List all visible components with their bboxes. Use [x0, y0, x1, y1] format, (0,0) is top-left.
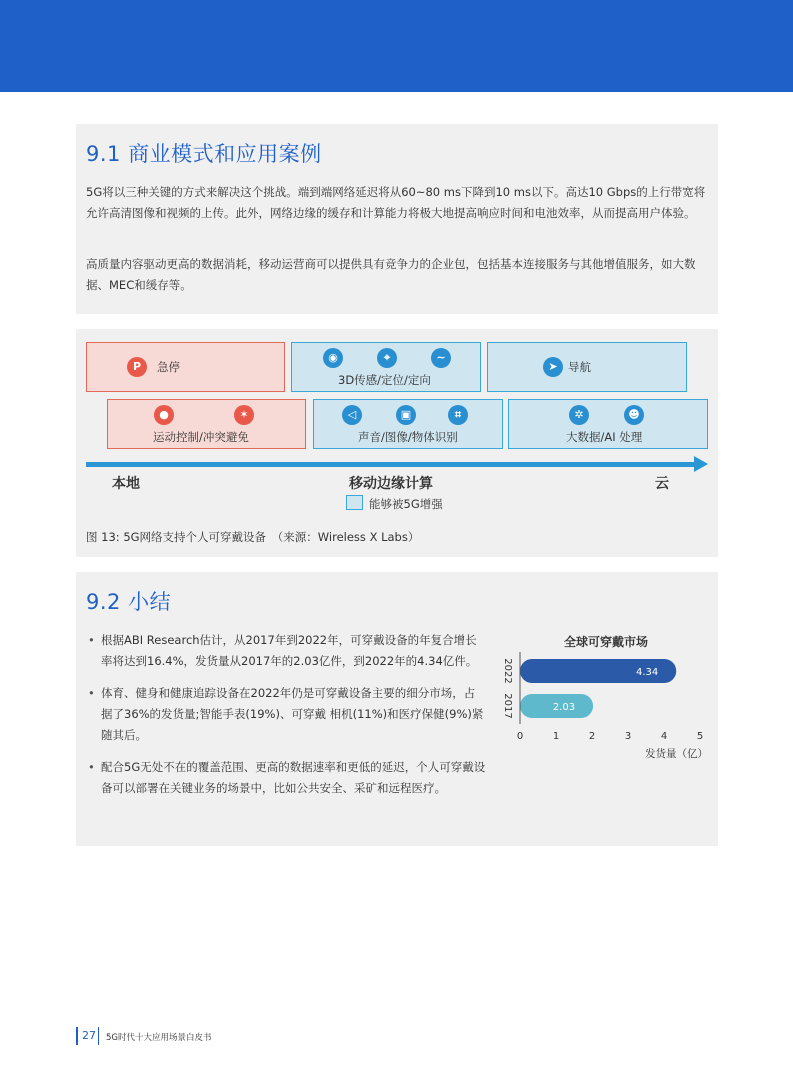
- header-bar: [0, 0, 793, 92]
- network-icon: ✲: [569, 405, 589, 425]
- box-label: 3D传感/定位/定向: [338, 373, 431, 387]
- figure-caption: 图 13: 5G网络支持个人可穿戴设备 （来源：Wireless X Labs）: [86, 530, 420, 544]
- arrow-line: [86, 462, 696, 467]
- image-icon: ▣: [396, 405, 416, 425]
- box-label: 运动控制/冲突避免: [153, 430, 249, 444]
- sensor-icon: ◉: [323, 348, 343, 368]
- collision-icon: ✶: [234, 405, 254, 425]
- footer-title: 5G时代十大应用场景白皮书: [106, 1033, 212, 1043]
- orientation-icon: ~: [431, 348, 451, 368]
- box-emergency-stop: [86, 342, 285, 392]
- list-item: • 配合5G无处不在的覆盖范围、更高的数据速率和更低的延迟，个人可穿戴设备可以部署在关键业务的场景中，比如公共安全、采矿和远程医疗。: [86, 757, 486, 799]
- wearable-market-chart: [496, 628, 716, 828]
- box-motion-control: [107, 399, 306, 449]
- box-navigation: [487, 342, 687, 392]
- toggle-icon: ●: [154, 405, 174, 425]
- box-label: 大数据/AI 处理: [566, 430, 643, 444]
- chart-title: 全球可穿戴市场: [563, 635, 649, 649]
- x-tick-label: 5: [696, 731, 704, 742]
- x-tick-label: 1: [552, 731, 560, 742]
- x-tick-label: 3: [624, 731, 632, 742]
- box-recognition: [313, 399, 503, 449]
- box-label: 导航: [568, 360, 591, 374]
- section-9-2-panel: [76, 572, 718, 846]
- axis-label-local: 本地: [112, 476, 140, 492]
- box-label: 声音/图像/物体识别: [358, 430, 458, 444]
- arrow-head-icon: [694, 456, 708, 472]
- x-axis-label: 发货量（亿）: [645, 748, 708, 760]
- sound-icon: ◁: [342, 405, 362, 425]
- scan-icon: ⌗: [448, 405, 468, 425]
- list-item: • 根据ABI Research估计，从2017年到2022年，可穿戴设备的年复合增长率将达到16.4%，发货量从2017年的2.03亿件，到2022年的4.34亿件。: [86, 630, 486, 672]
- legend-text: 能够被5G增强: [369, 497, 443, 511]
- section-9-1-panel: [76, 124, 718, 314]
- ai-head-icon: ☻: [624, 405, 644, 425]
- location-icon: ⌖: [377, 348, 397, 368]
- legend-swatch: [346, 495, 363, 510]
- section-9-1-title: 9.1 商业模式和应用案例: [86, 142, 322, 166]
- navigation-icon: ➤: [543, 357, 563, 377]
- box-bigdata-ai: [508, 399, 708, 449]
- x-tick-label: 2: [588, 731, 596, 742]
- x-tick-label: 0: [516, 731, 524, 742]
- category-label: 2017: [502, 693, 513, 719]
- axis-label-mec: 移动边缘计算: [349, 476, 433, 492]
- summary-list: [86, 630, 486, 810]
- data-label: 4.34: [635, 667, 659, 678]
- category-label: 2022: [502, 658, 513, 684]
- x-tick-label: 4: [660, 731, 668, 742]
- paragraph-1: 5G将以三种关键的方式来解决这个挑战。端到端网络延迟将从60~80 ms下降到10 ms以下。高达10 Gbps的上行带宽将允许高清图像和视频的上传。此外，网络边缘的缓存和计算能力将极大地提高响应时间和电池效率，从而提高用户体验。: [86, 185, 706, 220]
- paragraph-2: 高质量内容驱动更高的数据消耗，移动运营商可以提供具有竞争力的企业包，包括基本连接服务与其他增值服务，如大数据、MEC和缓存等。: [86, 257, 696, 292]
- stop-icon: P: [127, 357, 147, 377]
- footer-divider: [98, 1027, 99, 1045]
- axis-label-cloud: 云: [655, 476, 669, 492]
- box-label: 急停: [157, 360, 180, 374]
- box-3d-sensing: [291, 342, 481, 392]
- diagram-panel: [76, 329, 718, 557]
- list-item: • 体育、健身和健康追踪设备在2022年仍是可穿戴设备主要的细分市场，占据了36%的发货量;智能手表(19%)、可穿戴 相机(11%)和医疗保健(9%)紧随其后。: [86, 683, 486, 746]
- section-9-2-title: 9.2 小结: [86, 590, 172, 614]
- data-label: 2.03: [552, 702, 576, 713]
- footer-bar: [76, 1027, 78, 1045]
- page-number: 27: [82, 1029, 96, 1042]
